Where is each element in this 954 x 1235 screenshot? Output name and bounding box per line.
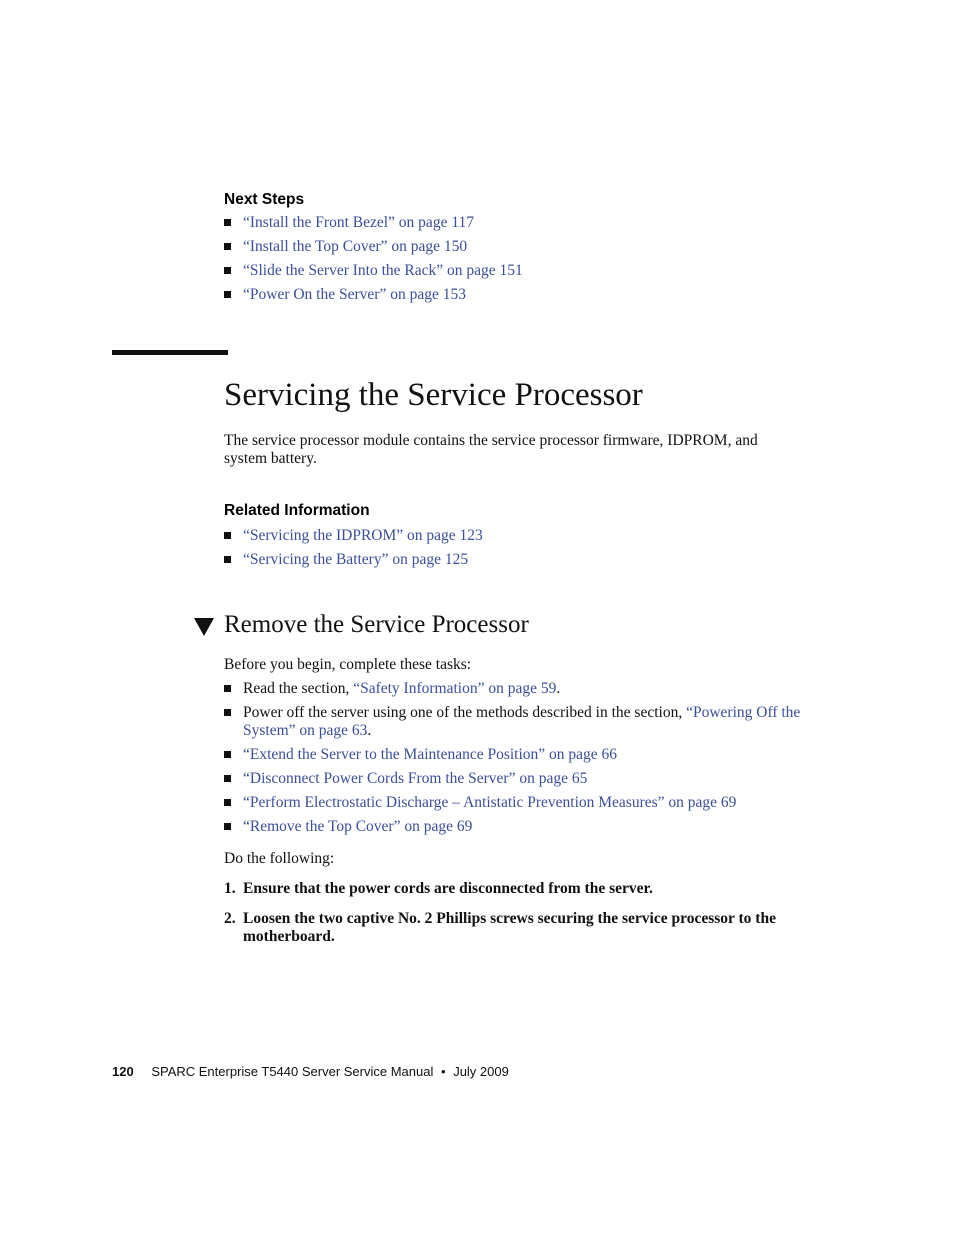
xref-link[interactable]: “Power On the Server” on page 153 [243, 286, 466, 303]
step-number: 1. [224, 880, 236, 897]
bullet-icon [224, 823, 231, 830]
next-steps-heading: Next Steps [224, 191, 305, 208]
list-item [224, 818, 804, 836]
bullet-icon [224, 267, 231, 274]
prereq-tail: . [367, 722, 372, 739]
list-item [224, 770, 804, 788]
step-text: Ensure that the power cords are disconnected from the server. [243, 880, 653, 897]
list-item [224, 262, 804, 280]
xref-link[interactable]: “Slide the Server Into the Rack” on page 151 [243, 262, 523, 279]
page-number: 120 [112, 1064, 134, 1079]
bullet-icon [224, 685, 231, 692]
bullet-icon [224, 775, 231, 782]
list-item [224, 214, 804, 232]
list-item [224, 238, 804, 256]
do-following: Do the following: [224, 850, 335, 867]
prereq-tail: . [556, 680, 561, 697]
page-footer [112, 1064, 509, 1079]
step-item [224, 910, 804, 946]
xref-link[interactable]: “Servicing the Battery” on page 125 [243, 551, 469, 568]
section-rule [112, 350, 228, 355]
related-list [224, 527, 804, 575]
step-number: 2. [224, 910, 236, 927]
xref-link[interactable]: “Powering Off the System” on page 63 [243, 704, 801, 739]
doc-title: SPARC Enterprise T5440 Server Service Manual [151, 1064, 434, 1079]
bullet-icon [224, 243, 231, 250]
step-text: Loosen the two captive No. 2 Phillips screws securing the service processor to the motherboard. [243, 910, 776, 945]
bullet-icon [224, 291, 231, 298]
steps-list [224, 880, 804, 958]
list-item [224, 527, 804, 545]
prereq-text: Power off the server using one of the methods described in the section, [243, 704, 687, 721]
xref-link[interactable]: “Servicing the IDPROM” on page 123 [243, 527, 483, 544]
list-item [224, 551, 804, 569]
step-item [224, 880, 804, 898]
list-item [224, 704, 804, 740]
doc-date: July 2009 [453, 1064, 509, 1079]
xref-link[interactable]: “Safety Information” on page 59 [353, 680, 557, 697]
section-intro: The service processor module contains the service processor firmware, IDPROM, and system battery. [224, 432, 758, 467]
bullet-icon [224, 709, 231, 716]
related-heading: Related Information [224, 502, 370, 519]
footer-separator: • [441, 1064, 446, 1079]
next-steps-list [224, 214, 804, 310]
xref-link[interactable]: “Disconnect Power Cords From the Server” on page 65 [243, 770, 588, 787]
task-triangle-icon [194, 618, 214, 636]
bullet-icon [224, 799, 231, 806]
bullet-icon [224, 532, 231, 539]
bullet-icon [224, 219, 231, 226]
xref-link[interactable]: “Extend the Server to the Maintenance Position” on page 66 [243, 746, 618, 763]
xref-link[interactable]: “Install the Front Bezel” on page 117 [243, 214, 474, 231]
task-before: Before you begin, complete these tasks: [224, 656, 472, 673]
section-title: Servicing the Service Processor [224, 377, 643, 413]
xref-link[interactable]: “Perform Electrostatic Discharge – Antistatic Prevention Measures” on page 69 [243, 794, 737, 811]
bullet-icon [224, 751, 231, 758]
list-item [224, 746, 804, 764]
xref-link[interactable]: “Install the Top Cover” on page 150 [243, 238, 468, 255]
prereq-list [224, 680, 804, 842]
list-item [224, 286, 804, 304]
xref-link[interactable]: “Remove the Top Cover” on page 69 [243, 818, 473, 835]
prereq-text: Read the section, [243, 680, 354, 697]
list-item [224, 680, 804, 698]
task-title: Remove the Service Processor [224, 611, 529, 638]
list-item [224, 794, 804, 812]
bullet-icon [224, 556, 231, 563]
